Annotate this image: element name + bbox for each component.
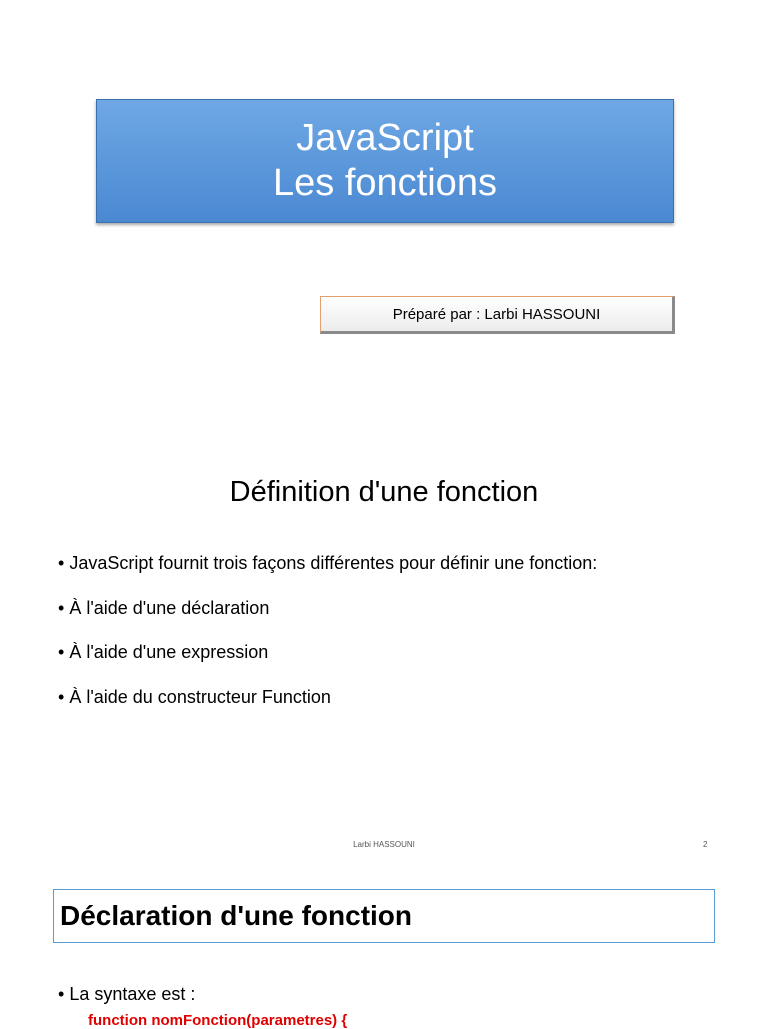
bullet-item: • JavaScript fournit trois façons différentes pour définir une fonction: — [58, 552, 597, 574]
bullet-item: • La syntaxe est : — [58, 984, 196, 1004]
declaration-slide — [0, 860, 768, 1029]
bullet-item: • À l'aide d'une déclaration — [58, 597, 597, 619]
page-number: 2 — [703, 840, 708, 849]
bullet-item: • À l'aide d'une expression — [58, 641, 597, 663]
slide-title: Déclaration d'une fonction — [60, 900, 413, 931]
slide-title-box — [53, 889, 715, 943]
code-line: function nomFonction(parametres) { — [88, 1012, 348, 1029]
footer-author: Larbi HASSOUNI — [353, 840, 415, 849]
title-line-2: Les fonctions — [273, 162, 497, 204]
slide-heading: Définition d'une fonction — [229, 476, 539, 508]
bullet-item: • À l'aide du constructeur Function — [58, 686, 597, 708]
bullet-text: La syntaxe est : — [69, 984, 196, 1004]
author-box: Préparé par : Larbi HASSOUNI — [320, 296, 675, 334]
title-slide — [0, 0, 768, 430]
title-box — [96, 99, 674, 223]
definition-slide — [0, 430, 768, 860]
title-line-1: JavaScript — [296, 117, 474, 159]
bullet-list — [58, 552, 597, 730]
